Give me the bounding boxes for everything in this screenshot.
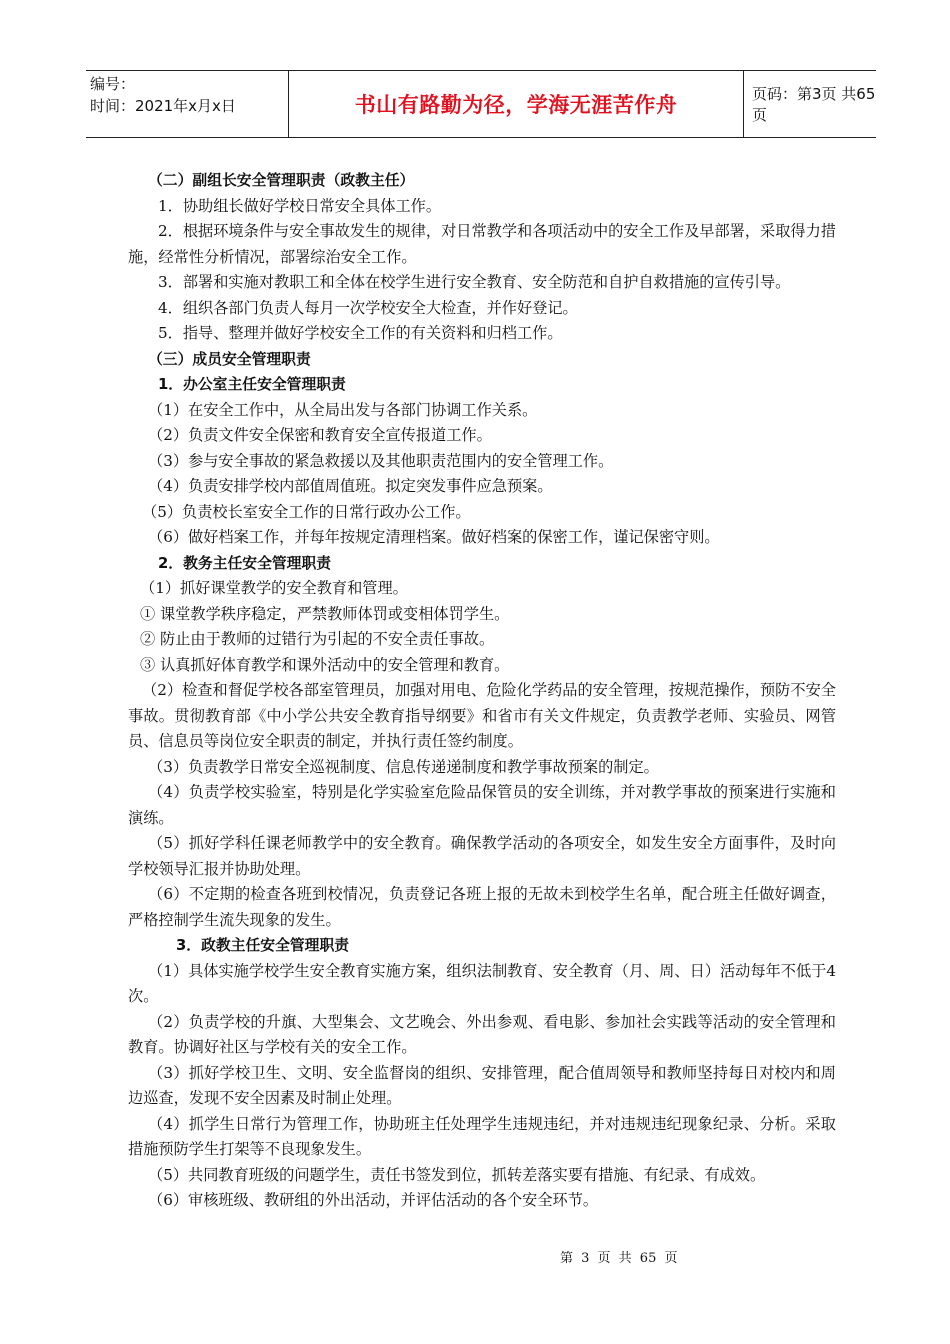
- page-header: [86, 70, 876, 138]
- paragraph: 4．组织各部门负责人每月一次学校安全大检查，并作好登记。: [158, 298, 578, 317]
- list-item: （5）抓好学科任课老师教学中的安全教育。确保教学活动的各项安全，如发生安全方面事件，及时向学校领导汇报并协助处理。: [128, 834, 836, 878]
- list-item: （1）抓好课堂教学的安全教育和管理。: [140, 579, 408, 597]
- list-item: ① 课堂教学秩序稳定，严禁教师体罚或变相体罚学生。: [140, 604, 510, 623]
- subsection-title-political: 3．政教主任安全管理职责: [176, 937, 350, 954]
- list-item: ② 防止由于教师的过错行为引起的不安全责任事故。: [140, 630, 495, 648]
- list-item: （6）不定期的检查各班到校情况，负责登记各班上报的无故未到校学生名单，配合班主任做好调查，严格控制学生流失现象的发生。: [128, 885, 836, 929]
- header-motto: 书山有路勤为径，学海无涯苦作舟: [288, 71, 744, 137]
- subsection-title-academic: 2．教务主任安全管理职责: [158, 554, 332, 572]
- list-item: （3）负责教学日常安全巡视制度、信息传递递制度和教学事故预案的制定。: [148, 757, 659, 776]
- list-item: （2）负责学校的升旗、大型集会、文艺晚会、外出参观、看电影、参加社会实践等活动的安全管理和教育。协调好社区与学校有关的安全工作。: [128, 1012, 836, 1056]
- paragraph: 2．根据环境条件与安全事故发生的规律，对日常教学和各项活动中的安全工作及早部署，采取得力措施，经常性分析情况，部署综治安全工作。: [128, 222, 836, 266]
- page-footer: 第 3 页 共 65 页: [560, 1251, 678, 1266]
- list-item: （4）负责学校实验室，特别是化学实验室危险品保管员的安全训练，并对教学事故的预案进行实施和演练。: [128, 783, 836, 827]
- document-body: [128, 168, 836, 1214]
- list-item: （6）审核班级、教研组的外出活动，并评估活动的各个安全环节。: [148, 1191, 599, 1209]
- list-item: （2）负责文件安全保密和教育安全宣传报道工作。: [148, 426, 492, 444]
- section-title-members: （三）成员安全管理职责: [148, 350, 311, 368]
- subsection-title-office: 1．办公室主任安全管理职责: [158, 376, 346, 393]
- document-time-label: 时间：2021年x月x日: [90, 97, 236, 115]
- list-item: （4）抓学生日常行为管理工作，协助班主任处理学生违规违纪，并对违规违纪现象纪录、分析。采取措施预防学生打架等不良现象发生。: [128, 1114, 836, 1158]
- list-item: （3）参与安全事故的紧急救援以及其他职责范围内的安全管理工作。: [148, 451, 614, 470]
- section-title-deputy: （二）副组长安全管理职责（政教主任）: [148, 172, 415, 189]
- list-item: （2）检查和督促学校各部室管理员，加强对用电、危险化学药品的安全管理，按规范操作，预防不安全事故。贯彻教育部《中小学公共安全教育指导纲要》和省市有关文件规定，负责教学老师、实验员、网管员、信息员等岗位安全职责的制定，并执行责任签约制度。: [128, 681, 836, 750]
- paragraph: 3．部署和实施对教职工和全体在校学生进行安全教育、安全防范和自护自救措施的宣传引导。: [158, 273, 791, 291]
- list-item: （5）负责校长室安全工作的日常行政办公工作。: [142, 502, 471, 521]
- list-item: （1）在安全工作中，从全局出发与各部门协调工作关系。: [148, 400, 538, 419]
- list-item: （3）抓好学校卫生、文明、安全监督岗的组织、安排管理，配合值周领导和教师坚持每日对校内和周边巡查，发现不安全因素及时制止处理。: [128, 1063, 836, 1107]
- list-item: （5）共同教育班级的问题学生，责任书签发到位，抓转差落实要有措施、有纪录、有成效。: [148, 1165, 766, 1184]
- document-number-label: 编号：: [90, 75, 136, 93]
- header-meta: [90, 73, 286, 117]
- list-item: （1）具体实施学校学生安全教育实施方案，组织法制教育、安全教育（月、周、日）活动每年不低于4次。: [128, 961, 836, 1005]
- list-item: （4）负责安排学校内部值周值班。拟定突发事件应急预案。: [148, 477, 553, 495]
- paragraph: 1．协助组长做好学校日常安全具体工作。: [158, 196, 442, 215]
- paragraph: 5．指导、整理并做好学校安全工作的有关资料和归档工作。: [158, 324, 563, 342]
- header-page-info: 页码：第3页 共65页: [752, 85, 876, 124]
- list-item: ③ 认真抓好体育教学和课外活动中的安全管理和教育。: [140, 655, 510, 674]
- list-item: （6）做好档案工作，并每年按规定清理档案。做好档案的保密工作，谨记保密守则。: [148, 528, 720, 546]
